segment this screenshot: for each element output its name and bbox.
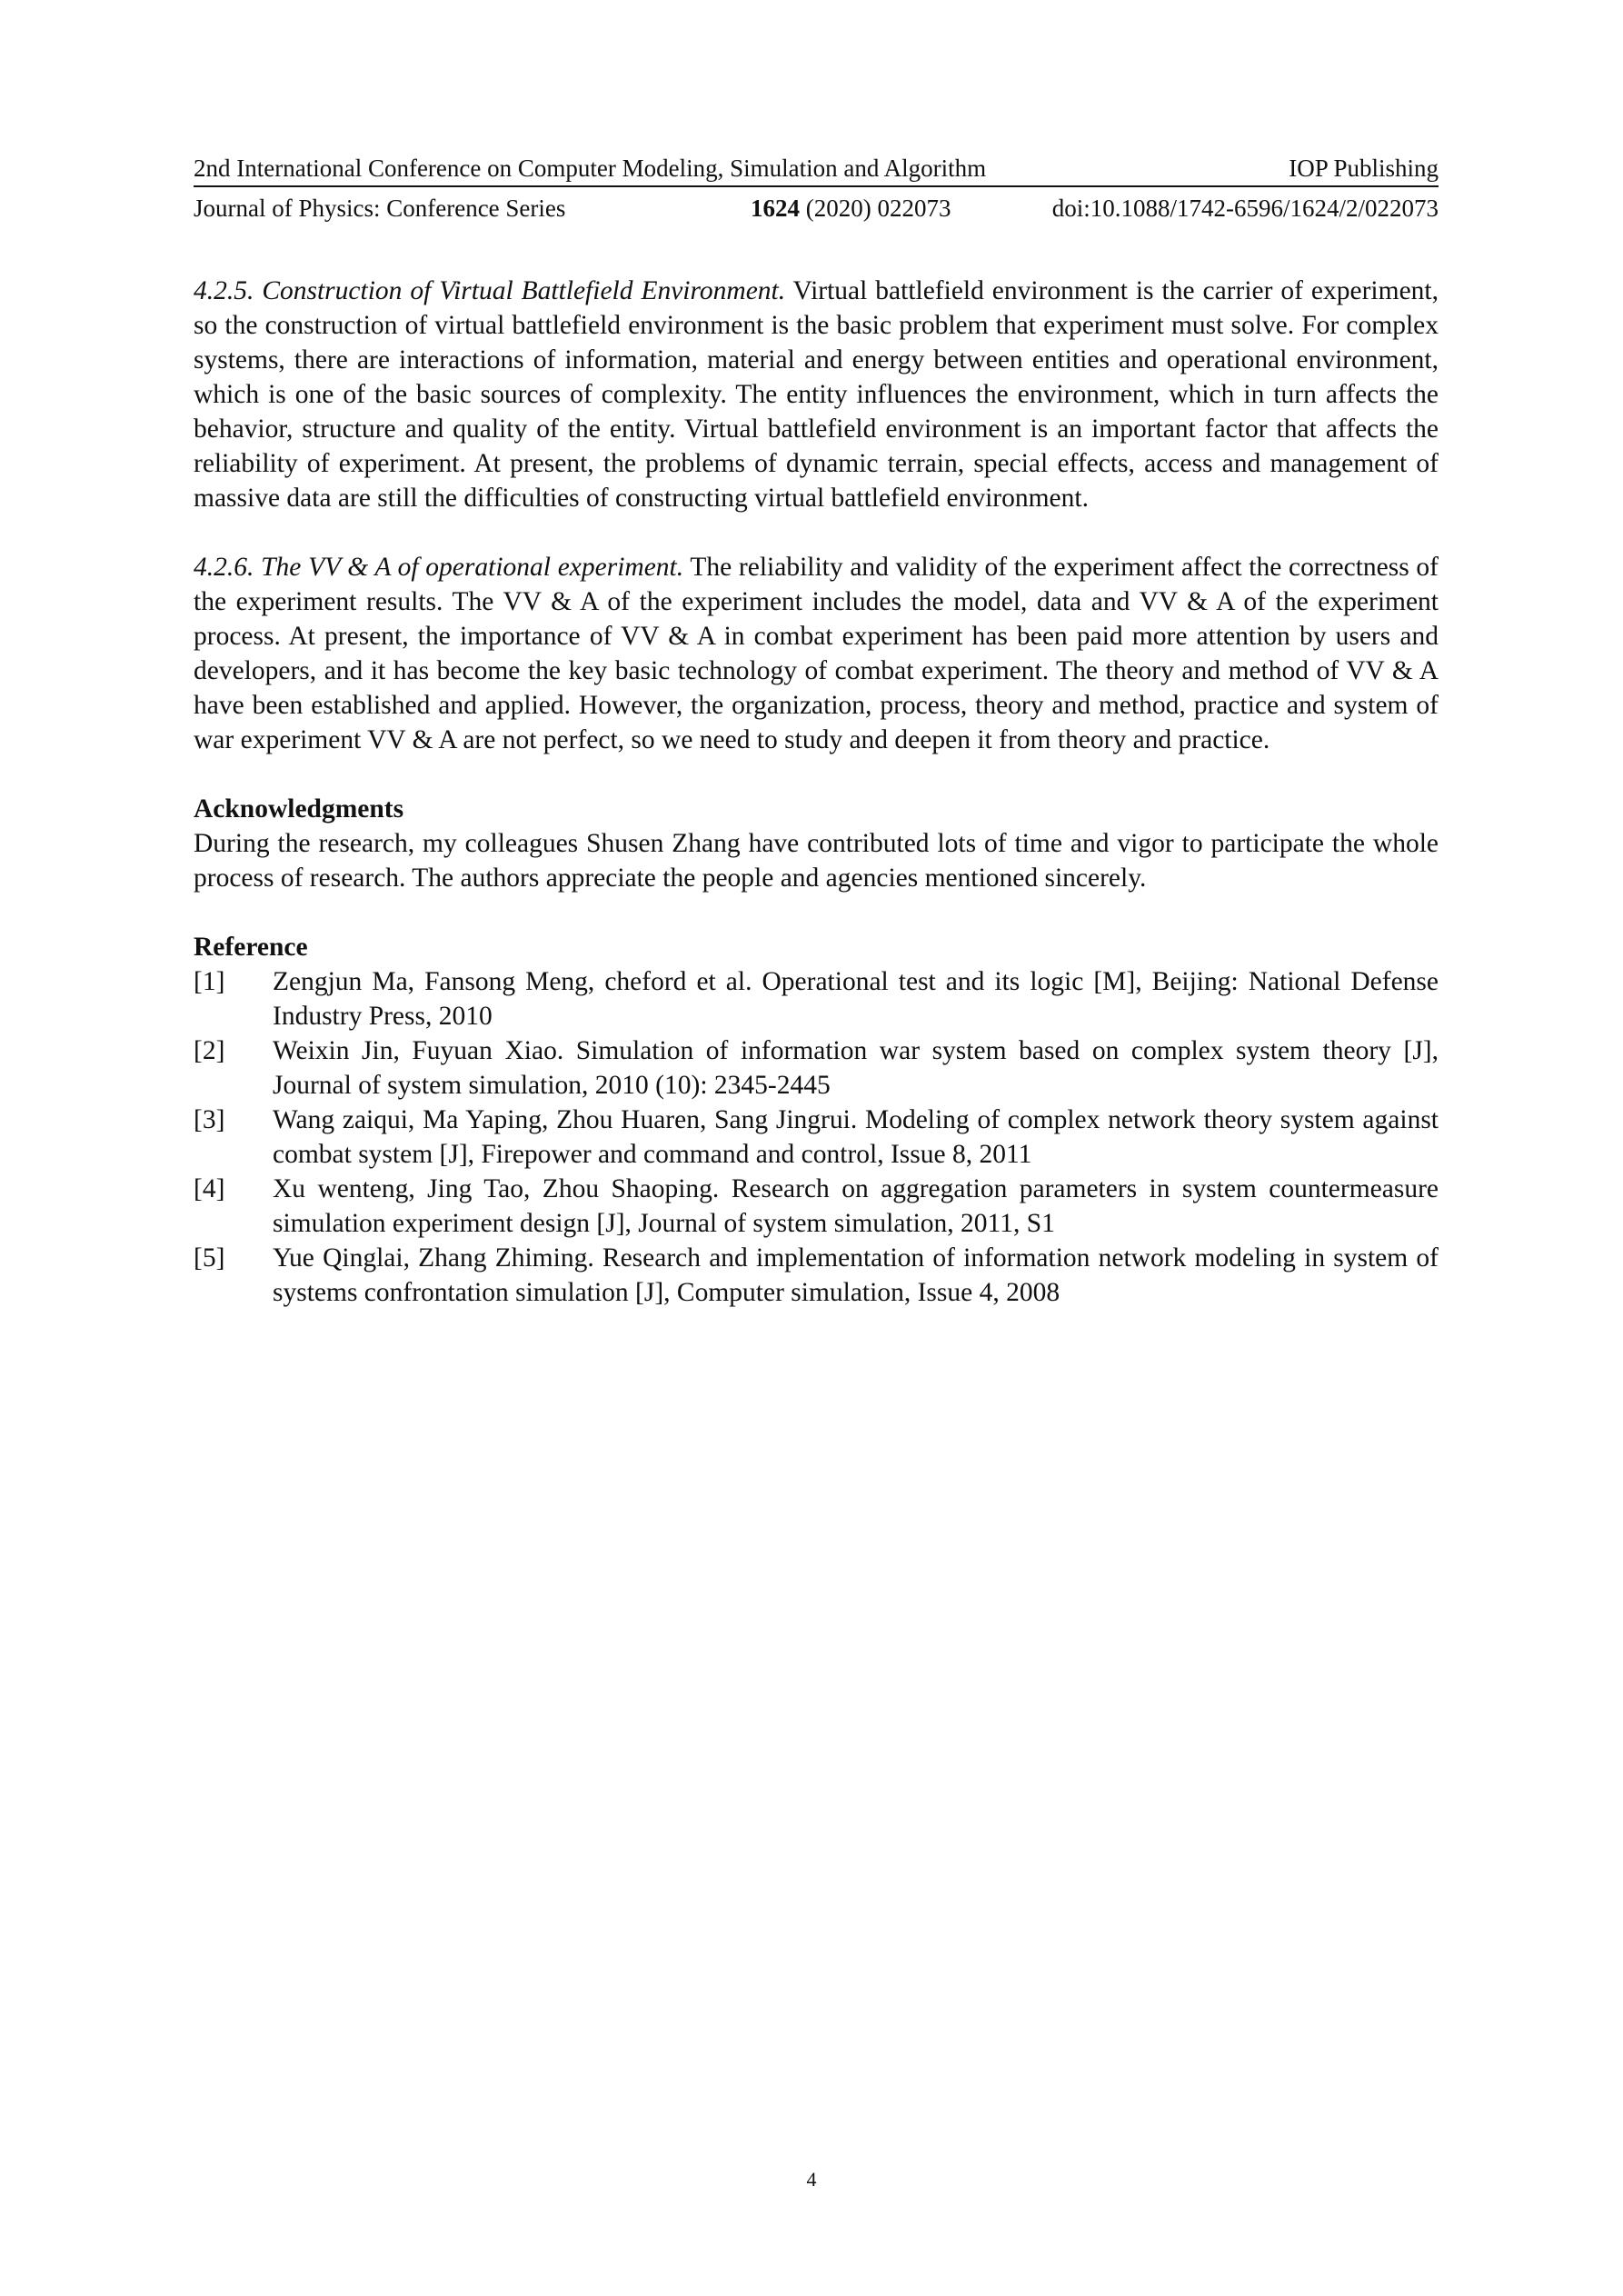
section-title: 4.2.5. Construction of Virtual Battlefield Environment.	[194, 276, 786, 305]
reference-text: Weixin Jin, Fuyuan Xiao. Simulation of information war system based on complex system theory [J], Journal of system simulation, 2010 (10): 2345-2445	[273, 1036, 1439, 1100]
reference-number: [3]	[194, 1105, 225, 1134]
volume-number: 1624	[751, 195, 800, 222]
reference-number: [4]	[194, 1174, 225, 1203]
references-heading: Reference	[194, 933, 308, 962]
reference-text: Yue Qinglai, Zhang Zhiming. Research and implementation of information network modeling in system of systems confrontation simulation [J], Computer simulation, Issue 4, 2008	[273, 1243, 1439, 1307]
section-body: Virtual battlefield environment is the carrier of experiment, so the construction of virtual battlefield environment is the basic problem that experiment must solve. For complex systems, there are interactions of information, material and energy between entities and operational environment, which is one of the basic sources of complexity. The entity influences the environment, which in turn affects the behavior, structure and quality of the entity. Virtual battlefield environment is an important factor that affects the reliability of experiment. At present, the problems of dynamic terrain, special effects, access and management of massive data are still the difficulties of constructing virtual battlefield environment.	[194, 276, 1439, 513]
conference-name: 2nd International Conference on Computer Modeling, Simulation and Algorithm	[194, 155, 987, 182]
reference-item	[194, 1172, 1439, 1241]
doi: doi:10.1088/1742-6596/1624/2/022073	[1051, 195, 1439, 222]
reference-text: Zengjun Ma, Fansong Meng, cheford et al. Operational test and its logic [M], Beijing: National Defense Industry Press, 2010	[273, 967, 1439, 1031]
main-content	[194, 274, 1439, 1310]
issue-info: (2020) 022073	[805, 195, 951, 222]
reference-item	[194, 1103, 1439, 1172]
reference-item	[194, 1241, 1439, 1310]
publisher-name: IOP Publishing	[1289, 155, 1439, 182]
running-header-top	[194, 153, 1439, 187]
volume-issue	[751, 193, 951, 224]
journal-name: Journal of Physics: Conference Series	[194, 195, 566, 222]
section-4-2-5	[194, 274, 1439, 515]
reference-number: [5]	[194, 1243, 225, 1273]
acknowledgments-heading: Acknowledgments	[194, 794, 404, 824]
reference-list	[194, 964, 1439, 1310]
reference-number: [1]	[194, 967, 225, 996]
reference-text: Xu wenteng, Jing Tao, Zhou Shaoping. Research on aggregation parameters in system countermeasure simulation experiment design [J], Journal of system simulation, 2011, S1	[273, 1174, 1439, 1238]
reference-item	[194, 1033, 1439, 1103]
section-body: The reliability and validity of the experiment affect the correctness of the experiment results. The VV & A of the experiment includes the model, data and VV & A of the experiment process. At present, the importance of VV & A in combat experiment has been paid more attention by users and developers, and it has become the key basic technology of combat experiment. The theory and method of VV & A have been established and applied. However, the organization, process, theory and method, practice and system of war experiment VV & A are not perfect, so we need to study and deepen it from theory and practice.	[194, 553, 1439, 754]
section-4-2-6	[194, 550, 1439, 757]
reference-number: [2]	[194, 1036, 225, 1065]
acknowledgments-text: During the research, my colleagues Shusen Zhang have contributed lots of time and vigor to participate the whole process of research. The authors appreciate the people and agencies mentioned sincerely.	[194, 829, 1439, 893]
section-title: 4.2.6. The VV & A of operational experiment.	[194, 553, 684, 582]
reference-text: Wang zaiqui, Ma Yaping, Zhou Huaren, Sang Jingrui. Modeling of complex network theory system against combat system [J], Firepower and command and control, Issue 8, 2011	[273, 1105, 1439, 1169]
running-header-bottom	[194, 193, 1439, 225]
page-number: 4	[806, 2168, 817, 2191]
reference-item	[194, 964, 1439, 1033]
